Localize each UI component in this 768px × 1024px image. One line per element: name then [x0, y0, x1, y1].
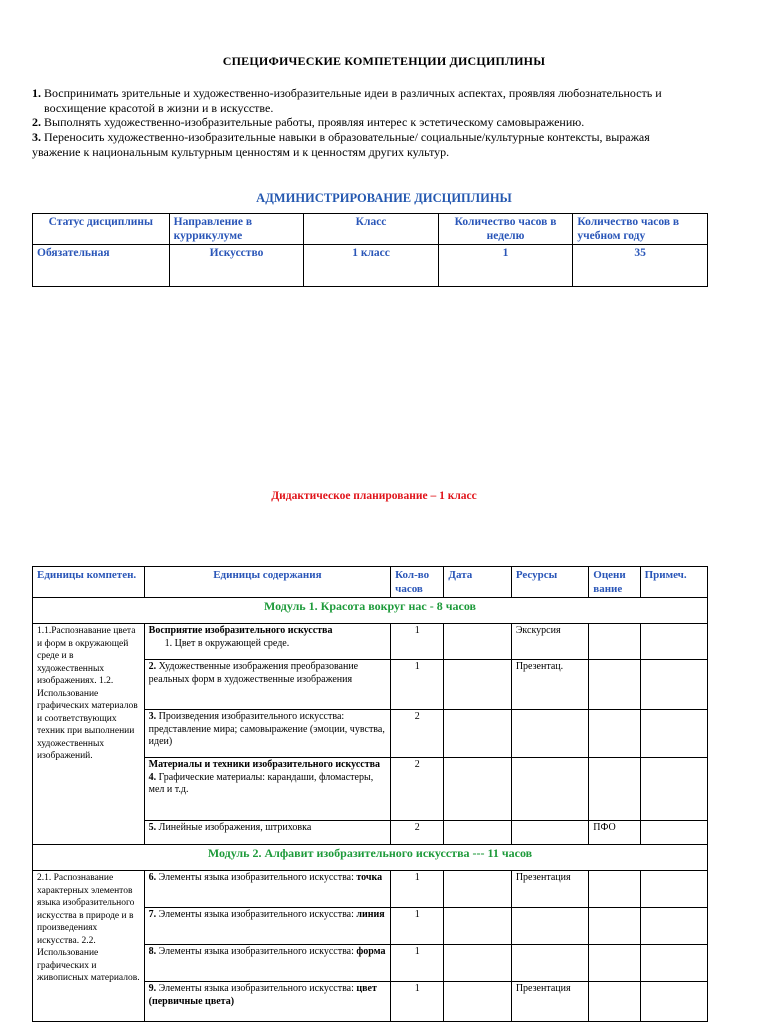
content-number: 8. — [148, 946, 157, 957]
evaluation-cell — [589, 710, 640, 758]
content-text: Художественные изображения преобразование реальных форм в художественные изображения — [148, 661, 359, 685]
evaluation-cell — [589, 660, 640, 710]
notes-cell — [640, 821, 707, 845]
module-2-row — [33, 845, 708, 871]
date-cell — [444, 710, 511, 758]
competency-text-cont: уважение к национальным культурным ценностям и к ценностям других культур. — [32, 145, 450, 159]
admin-header-cell: Класс — [304, 214, 438, 245]
competency-number: 3. — [32, 130, 41, 144]
content-text: Произведения изобразительного искусства: представление мира; самовыражение (эмоции, чувства, идеи) — [148, 711, 385, 747]
content-heading: Восприятие изобразительного искусства — [148, 625, 333, 636]
date-cell — [444, 660, 511, 710]
plan-header-cell: Ресурсы — [511, 567, 588, 598]
plan-header-cell: Единицы содержания — [144, 567, 390, 598]
resources-cell: Презентация — [511, 982, 588, 1022]
didactic-planning-title: Дидактическое планирование – 1 класс — [271, 490, 477, 502]
competency-number: 1. — [32, 86, 41, 100]
competency-1 — [32, 86, 722, 116]
admin-section-title: АДМИНИСТРИРОВАНИЕ ДИСЦИПЛИНЫ — [256, 191, 512, 205]
plan-header-cell: Дата — [444, 567, 511, 598]
resources-cell — [511, 710, 588, 758]
hours-cell: 1 — [391, 624, 444, 660]
date-cell — [444, 908, 511, 945]
module-1-row — [33, 598, 708, 624]
notes-cell — [640, 624, 707, 660]
resources-cell: Экскурсия — [511, 624, 588, 660]
competency-number: 2. — [32, 115, 41, 129]
content-text: Элементы языка изобразительного искусства: — [158, 909, 354, 920]
notes-cell — [640, 908, 707, 945]
hours-cell: 1 — [391, 908, 444, 945]
table-row — [33, 624, 708, 660]
content-number: 9. — [148, 983, 157, 994]
admin-cell-class: 1 класс — [304, 245, 438, 287]
content-cell — [144, 982, 390, 1022]
plan-header-cell: Оцени вание — [589, 567, 640, 598]
date-cell — [444, 982, 511, 1022]
content-heading: Материалы и техники изобразительного искусства — [148, 759, 381, 770]
evaluation-cell — [589, 908, 640, 945]
date-cell — [444, 758, 511, 821]
notes-cell — [640, 758, 707, 821]
hours-cell: 2 — [391, 710, 444, 758]
resources-cell: Презентация — [511, 871, 588, 908]
content-cell — [144, 624, 390, 660]
content-number: 7. — [148, 909, 157, 920]
plan-header-cell: Кол-во часов — [391, 567, 444, 598]
competency-2 — [32, 115, 722, 130]
content-text: Линейные изображения, штриховка — [158, 822, 312, 833]
notes-cell — [640, 660, 707, 710]
content-number: 6. — [148, 872, 157, 883]
hours-cell: 1 — [391, 871, 444, 908]
content-number: 2. — [148, 661, 157, 672]
competency-text: Переносить художественно-изобразительные навыки в образовательные/ социальные/культурные контексты, выражая — [44, 130, 650, 144]
content-cell — [144, 821, 390, 845]
admin-header-row — [33, 214, 708, 245]
evaluation-cell — [589, 871, 640, 908]
module-title: Модуль 2. Алфавит изобразительного искусства --- 11 часов — [33, 845, 708, 871]
content-number: 3. — [148, 711, 157, 722]
hours-cell: 1 — [391, 945, 444, 982]
content-text: Элементы языка изобразительного искусства: — [158, 872, 354, 883]
resources-cell — [511, 945, 588, 982]
content-text: Элементы языка изобразительного искусства: — [158, 983, 354, 994]
content-number: 4. — [148, 771, 157, 783]
table-row — [33, 871, 708, 908]
date-cell — [444, 871, 511, 908]
resources-cell — [511, 821, 588, 845]
plan-header-cell: Единицы компетен. — [33, 567, 145, 598]
plan-header-row — [33, 567, 708, 598]
evaluation-cell: ПФО — [589, 821, 640, 845]
content-cell — [144, 660, 390, 710]
admin-table — [32, 213, 708, 287]
planning-table — [32, 566, 708, 1022]
admin-cell-yearly-hours: 35 — [573, 245, 708, 287]
competency-3 — [32, 130, 722, 160]
competency-text: Воспринимать зрительные и художественно-изобразительные идеи в различных аспектах, проявляя любознательность и — [44, 86, 662, 100]
content-term: цвет (первичные цвета) — [148, 983, 377, 1007]
notes-cell — [640, 710, 707, 758]
date-cell — [444, 821, 511, 845]
hours-cell: 1 — [391, 660, 444, 710]
evaluation-cell — [589, 624, 640, 660]
content-cell — [144, 710, 390, 758]
module-title: Модуль 1. Красота вокруг нас - 8 часов — [33, 598, 708, 624]
resources-cell: Презентац. — [511, 660, 588, 710]
evaluation-cell — [589, 982, 640, 1022]
content-term: точка — [356, 872, 383, 883]
admin-header-cell: Направление в куррикулуме — [169, 214, 304, 245]
content-cell — [144, 871, 390, 908]
content-term: форма — [356, 946, 386, 957]
notes-cell — [640, 871, 707, 908]
hours-cell: 1 — [391, 982, 444, 1022]
competency-units-cell: 2.1. Распознавание характерных элементов языка изобразительного искусства в природе и в произведениях искусства. 2.2. Использование графических и живописных материалов. — [33, 871, 145, 1022]
date-cell — [444, 624, 511, 660]
hours-cell: 2 — [391, 821, 444, 845]
admin-header-cell: Количество часов в учебном году — [573, 214, 708, 245]
content-term: линия — [356, 909, 385, 920]
content-text: Графические материалы: карандаши, фломастеры, мел и т.д. — [148, 771, 374, 795]
admin-cell-direction: Искусство — [169, 245, 304, 287]
resources-cell — [511, 758, 588, 821]
admin-data-row — [33, 245, 708, 287]
content-text: 1. Цвет в окружающей среде. — [164, 637, 290, 649]
content-number: 5. — [148, 822, 157, 833]
document-title: СПЕЦИФИЧЕСКИЕ КОМПЕТЕНЦИИ ДИСЦИПЛИНЫ — [222, 54, 546, 68]
competency-text-cont: восхищение красотой в жизни и в искусстве. — [44, 101, 274, 115]
plan-header-cell: Примеч. — [640, 567, 707, 598]
content-cell — [144, 758, 390, 821]
content-text: Элементы языка изобразительного искусства: — [158, 946, 354, 957]
hours-cell: 2 — [391, 758, 444, 821]
content-cell — [144, 908, 390, 945]
admin-cell-weekly-hours: 1 — [438, 245, 573, 287]
competency-text: Выполнять художественно-изобразительные работы, проявляя интерес к эстетическому самовыражению. — [44, 115, 585, 129]
competency-units-cell: 1.1.Распознавание цвета и форм в окружающей среде и в художественных изображениях. 1.2. Использование графических материалов и соответствующих техник при выполнении художественных изображений. — [33, 624, 145, 845]
admin-cell-status: Обязательная — [33, 245, 170, 287]
notes-cell — [640, 982, 707, 1022]
content-cell — [144, 945, 390, 982]
date-cell — [444, 945, 511, 982]
resources-cell — [511, 908, 588, 945]
notes-cell — [640, 945, 707, 982]
evaluation-cell — [589, 945, 640, 982]
admin-header-cell: Статус дисциплины — [33, 214, 170, 245]
evaluation-cell — [589, 758, 640, 821]
admin-header-cell: Количество часов в неделю — [438, 214, 573, 245]
